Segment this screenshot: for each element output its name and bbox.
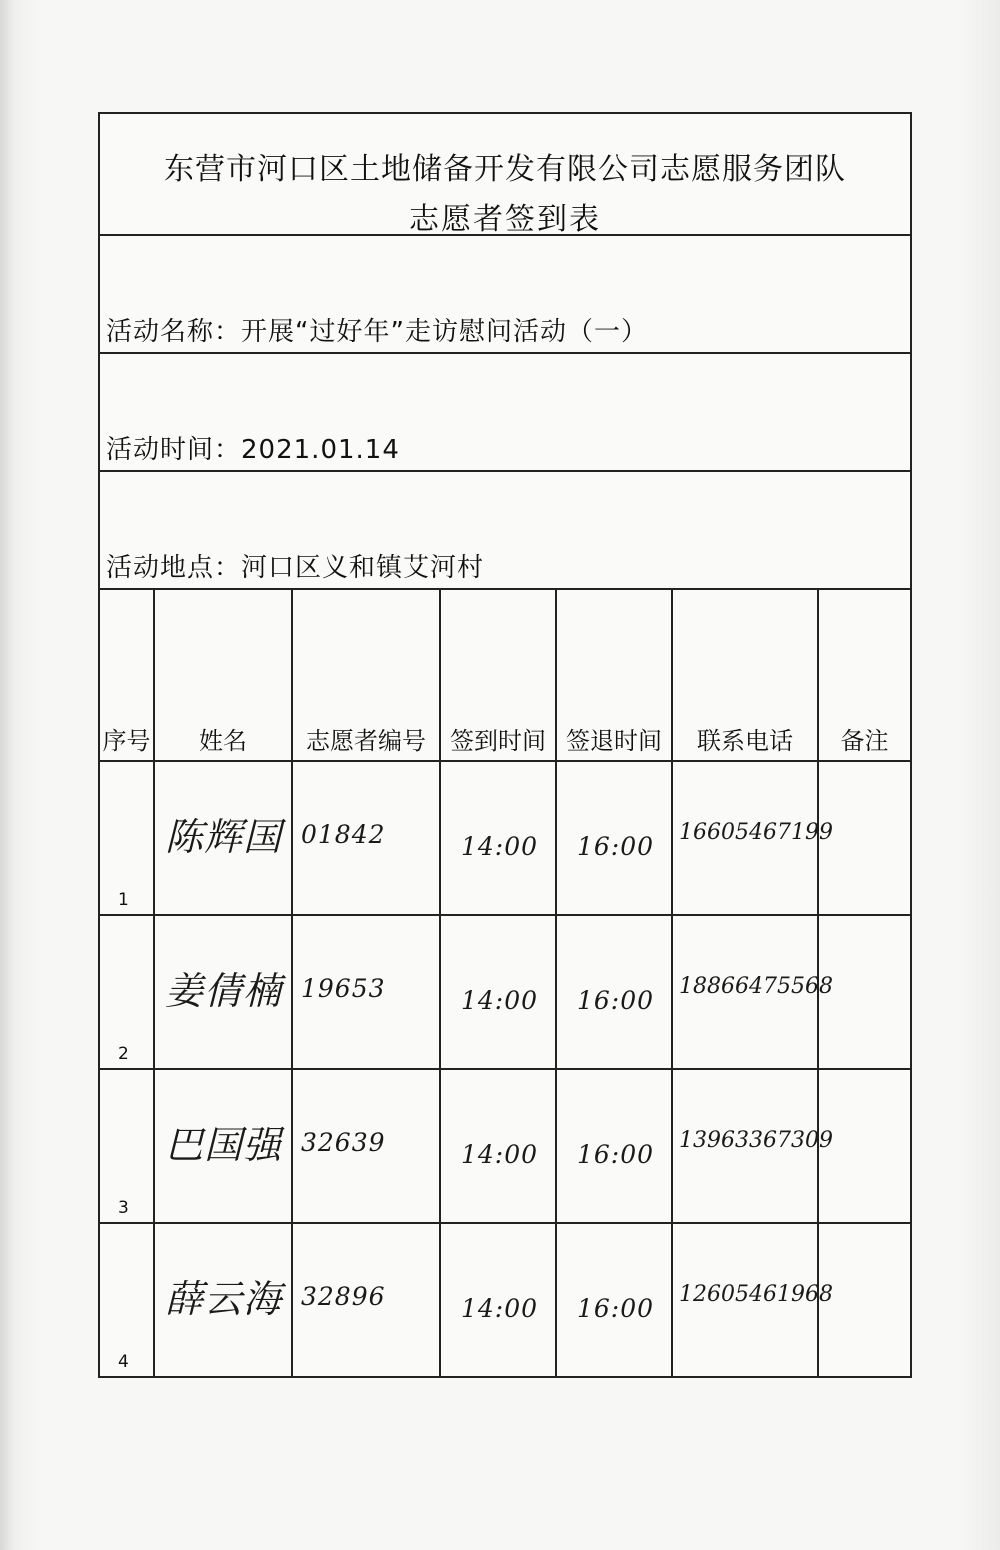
organization-title: 东营市河口区土地储备开发有限公司志愿服务团队 (164, 152, 846, 187)
volunteer-id-value: 32896 (301, 1282, 386, 1311)
form-title: 志愿者签到表 (409, 202, 601, 237)
cell-sign-in (440, 1223, 556, 1376)
handwritten-signature: 薛云海 (165, 1277, 283, 1321)
cell-phone (672, 1223, 833, 1376)
header-phone: 联系电话 (672, 590, 818, 761)
cell-index (100, 1069, 154, 1223)
activity-name-value: 开展“过好年”走访慰问活动（一） (241, 317, 648, 347)
cell-phone (672, 1069, 833, 1223)
cell-index (100, 761, 154, 915)
sign-in-value: 14:00 (461, 832, 539, 861)
sign-in-value: 14:00 (461, 1140, 539, 1169)
activity-time-value: 2021.01.14 (241, 435, 400, 465)
row-index: 1 (118, 890, 129, 910)
phone-value: 18866475568 (679, 974, 833, 999)
sign-out-value: 16:00 (577, 986, 655, 1015)
handwritten-signature: 巴国强 (165, 1123, 283, 1167)
cell-sign-in (440, 915, 556, 1069)
activity-time-row (100, 354, 910, 472)
sign-in-value: 14:00 (461, 1294, 539, 1323)
handwritten-signature: 陈辉国 (165, 815, 283, 859)
cell-note (818, 1223, 910, 1376)
header-name: 姓名 (154, 590, 292, 761)
sign-out-value: 16:00 (577, 1294, 655, 1323)
cell-name (154, 915, 292, 1069)
header-index: 序号 (100, 590, 154, 761)
activity-name-label: 活动名称： (106, 317, 242, 347)
header-sign-out-time: 签退时间 (556, 590, 672, 761)
cell-name (154, 761, 292, 915)
cell-sign-out (556, 915, 672, 1069)
activity-time-label: 活动时间： (106, 435, 242, 465)
phone-value: 13963367309 (679, 1128, 833, 1153)
table-row (100, 1223, 910, 1376)
sign-out-value: 16:00 (577, 1140, 655, 1169)
cell-volunteer-id (292, 915, 440, 1069)
cell-name (154, 1223, 292, 1376)
volunteer-id-value: 01842 (301, 820, 386, 849)
cell-volunteer-id (292, 761, 440, 915)
activity-place-row (100, 472, 910, 590)
activity-name-row (100, 236, 910, 354)
header-sign-in-time: 签到时间 (440, 590, 556, 761)
cell-volunteer-id (292, 1069, 440, 1223)
row-index: 4 (118, 1352, 129, 1372)
volunteer-id-value: 32639 (301, 1128, 386, 1157)
cell-note (818, 1069, 910, 1223)
table-header-row (100, 590, 910, 761)
cell-note (818, 915, 910, 1069)
cell-name (154, 1069, 292, 1223)
cell-phone (672, 761, 833, 915)
cell-phone (672, 915, 833, 1069)
activity-place-value: 河口区义和镇艾河村 (241, 553, 485, 583)
table-row (100, 761, 910, 915)
volunteer-id-value: 19653 (301, 974, 386, 1003)
cell-sign-out (556, 1069, 672, 1223)
sheet-title-block (100, 114, 910, 236)
row-index: 3 (118, 1198, 129, 1218)
row-index: 2 (118, 1044, 129, 1064)
table-row (100, 1069, 910, 1223)
header-volunteer-id: 志愿者编号 (292, 590, 440, 761)
sign-in-value: 14:00 (461, 986, 539, 1015)
sign-in-sheet (98, 112, 912, 1378)
sign-out-value: 16:00 (577, 832, 655, 861)
cell-index (100, 915, 154, 1069)
activity-place-label: 活动地点： (106, 553, 242, 583)
header-note: 备注 (818, 590, 910, 761)
phone-value: 12605461968 (679, 1282, 833, 1307)
cell-note (818, 761, 910, 915)
cell-sign-out (556, 1223, 672, 1376)
table-row (100, 915, 910, 1069)
volunteer-roster-table (100, 590, 910, 1376)
cell-volunteer-id (292, 1223, 440, 1376)
handwritten-signature: 姜倩楠 (165, 969, 283, 1013)
cell-index (100, 1223, 154, 1376)
cell-sign-in (440, 761, 556, 915)
phone-value: 16605467199 (679, 820, 833, 845)
cell-sign-out (556, 761, 672, 915)
cell-sign-in (440, 1069, 556, 1223)
